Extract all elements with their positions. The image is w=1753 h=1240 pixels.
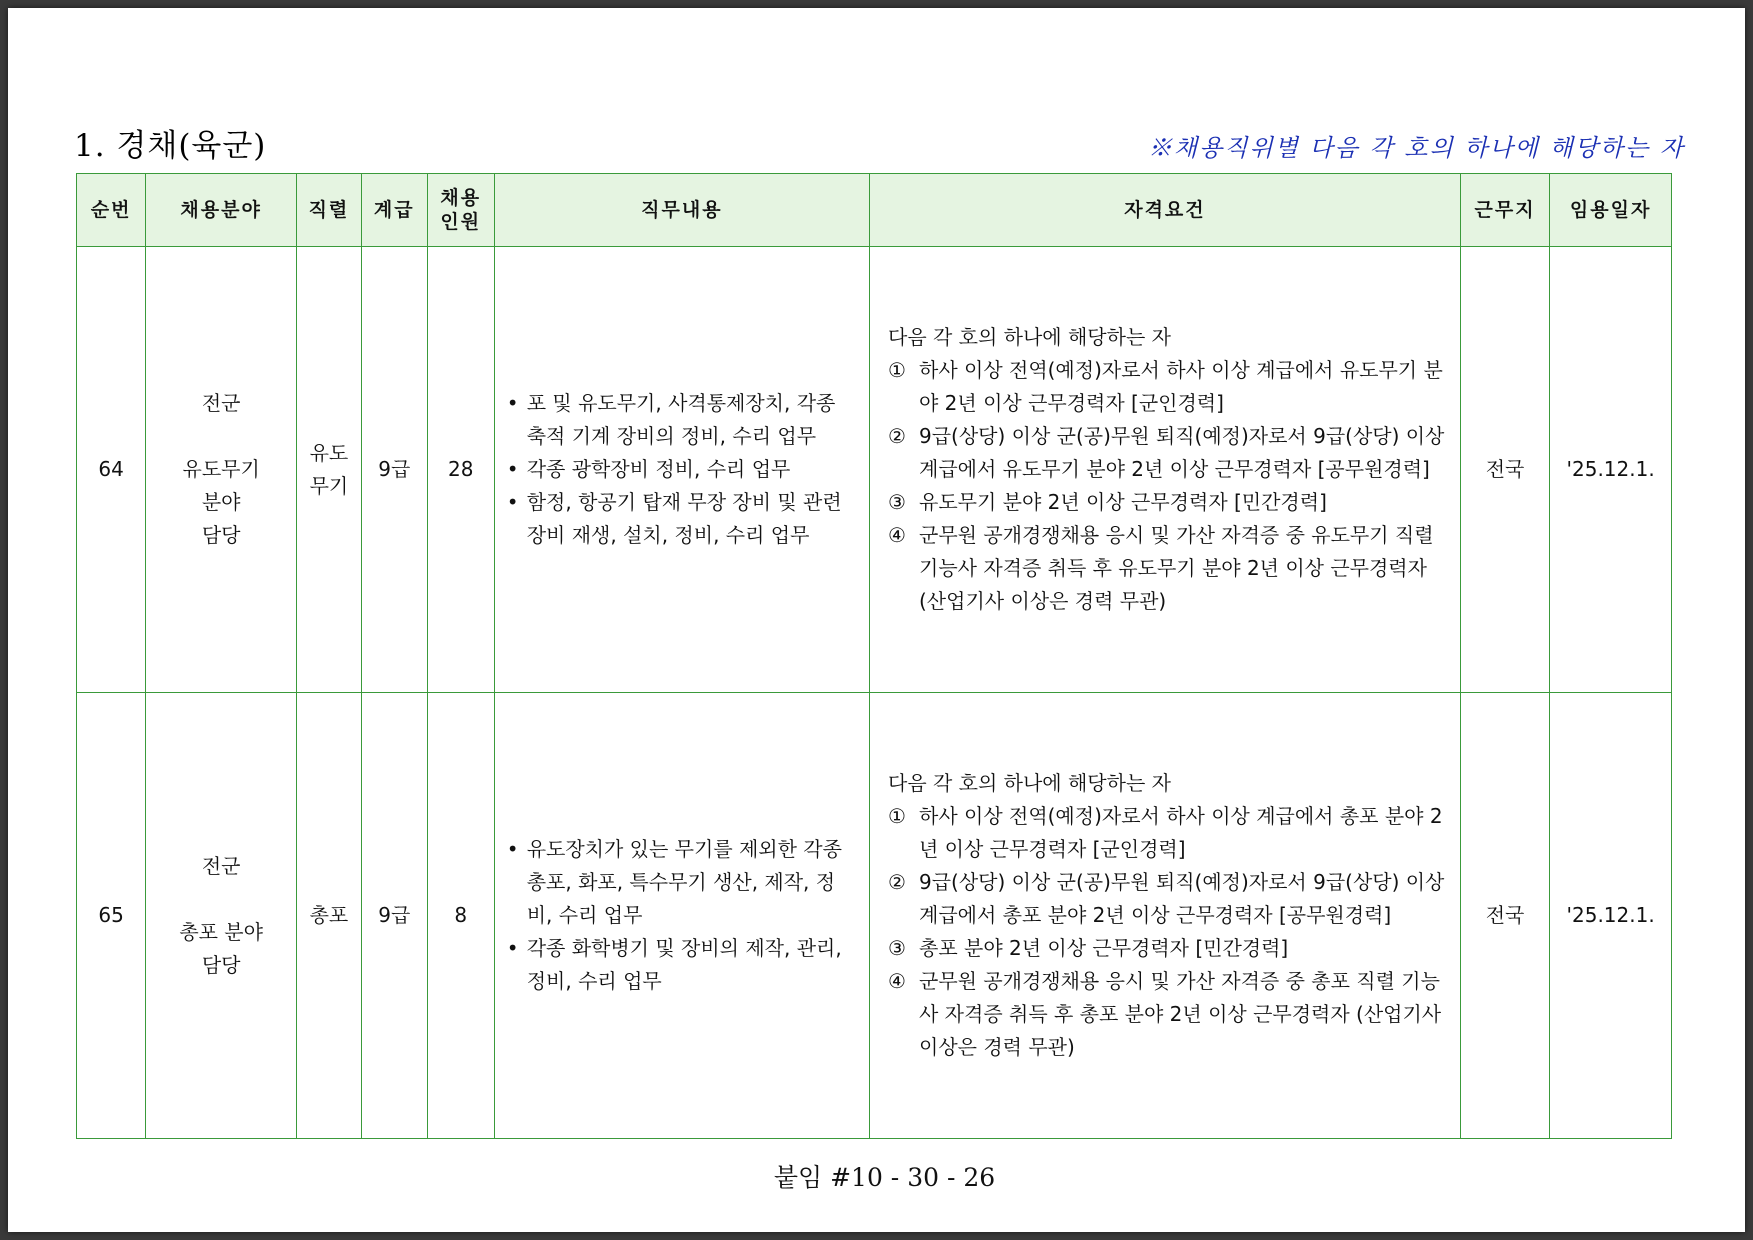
duty-item: • 포 및 유도무기, 사격통제장치, 각종 축적 기계 장비의 정비, 수리 업무 bbox=[505, 387, 859, 453]
row-number: 64 bbox=[77, 247, 146, 693]
field-line: 전군 bbox=[201, 853, 241, 878]
qualification-item bbox=[888, 965, 1452, 1064]
field-line: 유도무기 bbox=[182, 457, 260, 481]
location-cell: 전국 bbox=[1460, 247, 1549, 693]
qualification-number: ① bbox=[888, 358, 906, 382]
section-title: 1. 경채(육군) bbox=[74, 128, 267, 164]
duty-list bbox=[495, 387, 869, 552]
header-grade: 계급 bbox=[361, 174, 427, 247]
qualification-number: ④ bbox=[888, 523, 906, 547]
header-row bbox=[77, 174, 1672, 247]
duty-item: • 각종 광학장비 정비, 수리 업무 bbox=[505, 453, 859, 486]
field-line bbox=[146, 883, 296, 916]
header-series: 직렬 bbox=[297, 174, 362, 247]
location-cell: 전국 bbox=[1460, 693, 1549, 1139]
qualification-item bbox=[888, 866, 1452, 932]
qualification-text: 군무원 공개경쟁채용 응시 및 가산 자격증 중 총포 직렬 기능사 자격증 취득 후 총포 분야 2년 이상 근무경력자 (산업기사 이상은 경력 무관) bbox=[919, 969, 1442, 1059]
field-cell bbox=[146, 247, 297, 693]
field-line: 담당 bbox=[201, 523, 241, 547]
qualification-item bbox=[888, 486, 1452, 519]
qualification-item bbox=[888, 800, 1452, 866]
header-duty: 직무내용 bbox=[494, 174, 869, 247]
field-line: 담당 bbox=[201, 952, 241, 977]
count-cell: 8 bbox=[427, 693, 494, 1139]
qualification-list bbox=[870, 767, 1460, 1064]
header-no: 순번 bbox=[77, 174, 146, 247]
eligibility-note: ※채용직위별 다음 각 호의 하나에 해당하는 자 bbox=[1147, 134, 1685, 162]
qualification-text: 유도무기 분야 2년 이상 근무경력자 [민간경력] bbox=[919, 490, 1327, 514]
qualification-number: ④ bbox=[888, 969, 906, 993]
table-row bbox=[77, 247, 1672, 693]
date-cell: '25.12.1. bbox=[1550, 693, 1672, 1139]
field-line bbox=[146, 420, 296, 453]
duty-cell bbox=[494, 247, 869, 693]
qualification-text: 하사 이상 전역(예정)자로서 하사 이상 계급에서 총포 분야 2년 이상 근무경력자 [군인경력] bbox=[919, 804, 1443, 861]
qualification-cell bbox=[870, 693, 1461, 1139]
qualification-item bbox=[888, 519, 1452, 618]
header-count-line1: 채용 bbox=[440, 187, 482, 209]
series-line: 총포 bbox=[309, 903, 349, 927]
row-number: 65 bbox=[77, 693, 146, 1139]
duty-cell bbox=[494, 693, 869, 1139]
qualification-text: 9급(상당) 이상 군(공)무원 퇴직(예정)자로서 9급(상당) 이상 계급에서 유도무기 분야 2년 이상 근무경력자 [공무원경력] bbox=[919, 424, 1445, 481]
date-cell: '25.12.1. bbox=[1550, 247, 1672, 693]
duty-item: • 각종 화학병기 및 장비의 제작, 관리, 정비, 수리 업무 bbox=[505, 932, 859, 998]
header-field: 채용분야 bbox=[146, 174, 297, 247]
series-line: 유도 bbox=[309, 440, 349, 465]
qualification-number: ① bbox=[888, 804, 906, 828]
document-page bbox=[8, 8, 1745, 1232]
header-count bbox=[427, 174, 494, 247]
series-cell bbox=[297, 693, 362, 1139]
qualification-number: ③ bbox=[888, 490, 906, 514]
header-date: 임용일자 bbox=[1550, 174, 1672, 247]
header-qualification: 자격요건 bbox=[870, 174, 1461, 247]
duty-item: • 유도장치가 있는 무기를 제외한 각종 총포, 화포, 특수무기 생산, 제작, 정비, 수리 업무 bbox=[505, 833, 859, 932]
recruitment-table bbox=[76, 173, 1672, 1139]
field-line: 분야 bbox=[201, 490, 241, 514]
qualification-item bbox=[888, 354, 1452, 420]
field-cell bbox=[146, 693, 297, 1139]
qualification-text: 하사 이상 전역(예정)자로서 하사 이상 계급에서 유도무기 분야 2년 이상 근무경력자 [군인경력] bbox=[919, 358, 1443, 415]
qualification-number: ③ bbox=[888, 936, 906, 960]
count-cell: 28 bbox=[427, 247, 494, 693]
grade-cell: 9급 bbox=[361, 247, 427, 693]
header-location: 근무지 bbox=[1460, 174, 1549, 247]
qualification-item bbox=[888, 932, 1452, 965]
series-cell bbox=[297, 247, 362, 693]
qualification-text: 9급(상당) 이상 군(공)무원 퇴직(예정)자로서 9급(상당) 이상 계급에서 총포 분야 2년 이상 근무경력자 [공무원경력] bbox=[919, 870, 1445, 927]
qualification-intro: 다음 각 호의 하나에 해당하는 자 bbox=[888, 325, 1171, 349]
header-count-line2: 인원 bbox=[440, 211, 482, 233]
qualification-cell bbox=[870, 247, 1461, 693]
qualification-text: 총포 분야 2년 이상 근무경력자 [민간경력] bbox=[919, 936, 1289, 960]
qualification-number: ② bbox=[888, 424, 906, 448]
qualification-list bbox=[870, 321, 1460, 618]
qualification-item bbox=[888, 420, 1452, 486]
field-line: 전군 bbox=[201, 391, 241, 415]
series-line: 무기 bbox=[309, 473, 349, 498]
qualification-text: 군무원 공개경쟁채용 응시 및 가산 자격증 중 유도무기 직렬 기능사 자격증 취득 후 유도무기 분야 2년 이상 근무경력자 (산업기사 이상은 경력 무관) bbox=[919, 523, 1434, 613]
field-line: 총포 분야 bbox=[179, 919, 263, 944]
duty-list bbox=[495, 833, 869, 998]
duty-item: • 함정, 항공기 탑재 무장 장비 및 관련 장비 재생, 설치, 정비, 수리 업무 bbox=[505, 486, 859, 552]
table-row bbox=[77, 693, 1672, 1139]
qualification-intro: 다음 각 호의 하나에 해당하는 자 bbox=[888, 771, 1171, 795]
grade-cell: 9급 bbox=[361, 693, 427, 1139]
qualification-number: ② bbox=[888, 870, 906, 894]
page-footer: 붙임 #10 - 30 - 26 bbox=[773, 1163, 996, 1192]
